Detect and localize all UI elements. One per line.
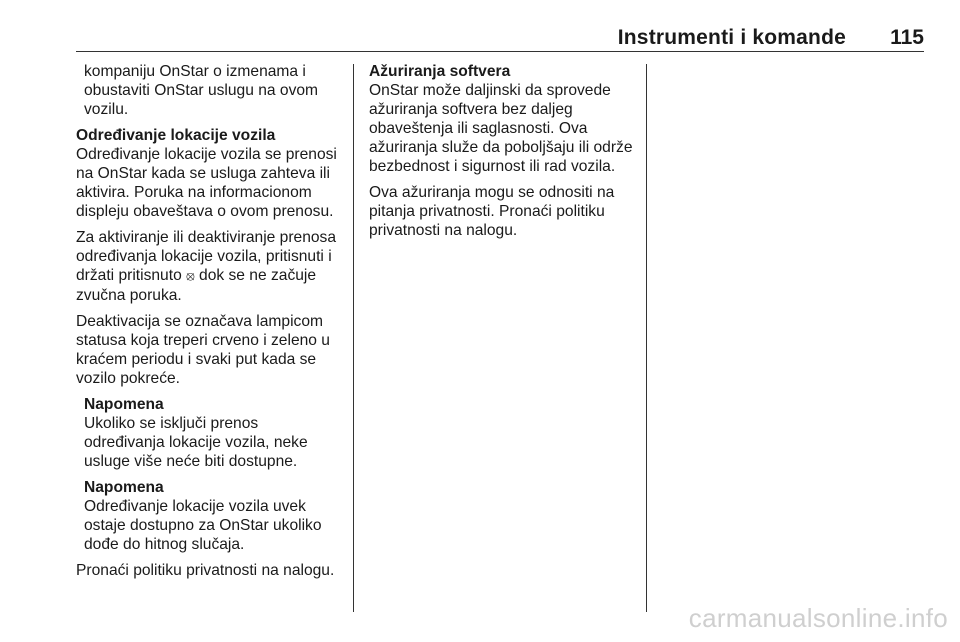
column-divider-2	[646, 64, 647, 612]
page-number: 115	[890, 26, 924, 49]
note-block-2	[76, 478, 342, 554]
header-divider	[76, 51, 924, 52]
watermark: carmanualsonline.info	[688, 603, 948, 633]
paragraph-privacy-questions: Ova ažuriranja mogu se odnositi na pitanja privatnosti. Pronaći politiku privatnosti na nalogu.	[369, 184, 615, 239]
column-divider-1	[353, 64, 354, 612]
note-block-1	[76, 395, 342, 471]
location-privacy-icon: ⦻	[186, 269, 195, 284]
column-middle	[369, 62, 637, 247]
note-text: Ukoliko se isključi prenos određivanja lokacije vozila, neke usluge više neće biti dostupne.	[84, 415, 308, 470]
paragraph-activate-text-end: dok se ne začuje zvučna poruka.	[76, 267, 317, 304]
page-header	[76, 22, 924, 50]
paragraph-deactivation-indicator: Deaktivacija se označava lampicom statusa koja treperi crveno i zeleno u kraćem periodu i svaki put kada se vozilo pokreće.	[76, 313, 330, 387]
paragraph-privacy-policy: Pronaći politiku privatnosti na nalogu.	[76, 562, 335, 579]
continuation-paragraph: kompaniju OnStar o izmenama i obustaviti OnStar uslugu na ovom vozilu.	[84, 63, 319, 118]
paragraph-activate-deactivate	[76, 228, 342, 305]
paragraph-location-transfer: Određivanje lokacije vozila se prenosi na OnStar kada se usluga zahteva ili aktivira. Poruka na informacionom displeju obaveštava o ovom prenosu.	[76, 146, 337, 220]
note-label: Napomena	[84, 396, 164, 413]
section-heading-software-updates: Ažuriranja softvera	[369, 63, 511, 80]
column-left	[76, 62, 342, 587]
chapter-title: Instrumenti i komande	[617, 26, 846, 49]
note-text: Određivanje lokacije vozila uvek ostaje dostupno za OnStar ukoliko dođe do hitnog slučaja.	[84, 498, 322, 553]
section-heading-vehicle-location: Određivanje lokacije vozila	[76, 127, 276, 144]
note-label: Napomena	[84, 479, 164, 496]
paragraph-activate-text: Za aktiviranje ili deaktiviranje prenosa određivanja lokacije vozila, pritisnuti i držati pritisnuto	[76, 229, 337, 284]
paragraph-software-updates: OnStar može daljinski da sprovede ažuriranja softvera bez daljeg obaveštenja ili saglasnosti. Ova ažuriranja služe da poboljšaju ili održe bezbednost i sigurnost ili rad vozila.	[369, 82, 633, 175]
